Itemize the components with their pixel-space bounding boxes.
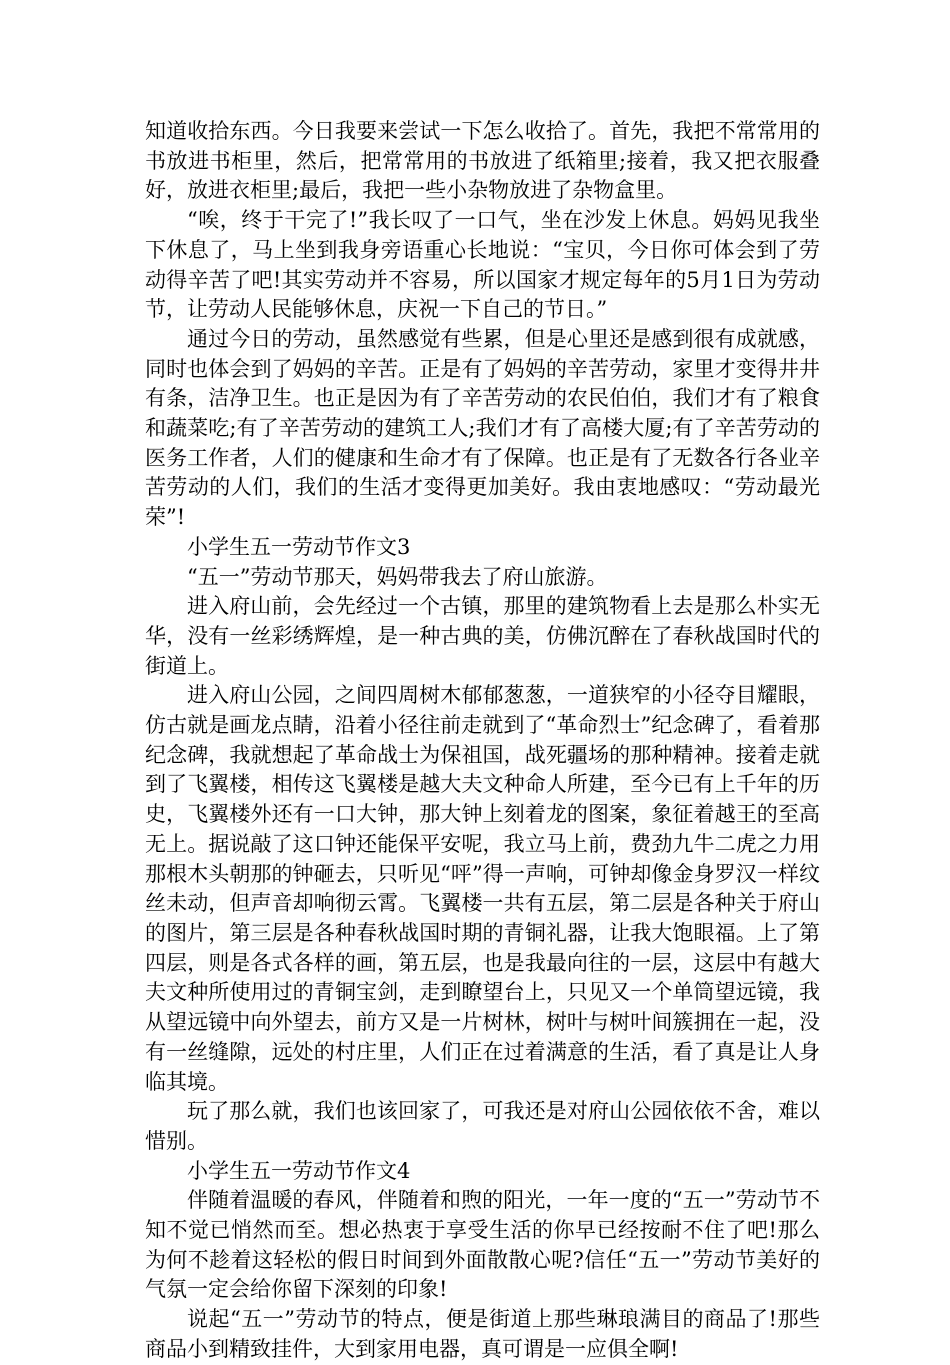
document-body — [145, 117, 820, 1365]
paragraph-spring-holiday: 伴随着温暖的春风，伴随着和煦的阳光，一年一度的“五一”劳动节不知不觉已悄然而至。想必热衷于享受生活的你早已经按耐不住了吧!那么为何不趁着这轻松的假日时间到外面散散心呢?信任“五一”劳动节美好的气氛一定会给你留下深刻的印象! — [145, 1188, 820, 1302]
essay-heading-3: 小学生五一劳动节作文3 — [187, 534, 411, 559]
paragraph-intro-trip: “五一”劳动节那天，妈妈带我去了府山旅游。 — [187, 564, 608, 589]
paragraph-farewell: 玩了那么就，我们也该回家了，可我还是对府山公园依依不舍，难以惜别。 — [145, 1099, 820, 1153]
paragraph-shopping: 说起“五一”劳动节的特点，便是街道上那些琳琅满目的商品了!那些商品小到精致挂件，大到家用电器，真可谓是一应俱全啊! — [145, 1307, 820, 1361]
paragraph-old-town: 进入府山前，会先经过一个古镇，那里的建筑物看上去是那么朴实无华，没有一丝彩绣辉煌，是一种古典的美，仿佛沉醉在了春秋战国时代的街道上。 — [145, 594, 820, 678]
paragraph-continuation: 知道收拾东西。今日我要来尝试一下怎么收拾了。首先，我把不常常用的书放进书柜里，然后，把常常用的书放进了纸箱里;接着，我又把衣服叠好，放进衣柜里;最后，我把一些小杂物放进了杂物盒里。 — [145, 119, 820, 203]
paragraph-reflection: 通过今日的劳动，虽然感觉有些累，但是心里还是感到很有成就感，同时也体会到了妈妈的辛苦。正是有了妈妈的辛苦劳动，家里才变得井井有条，洁净卫生。也正是因为有了辛苦劳动的农民伯伯，我们才有了粮食和蔬菜吃;有了辛苦劳动的建筑工人;我们才有了高楼大厦;有了辛苦劳动的医务工作者，人们的健康和生命才有了保障。也正是有了无数各行各业辛苦劳动的人们，我们的生活才变得更加美好。我由衷地感叹：“劳动最光荣”! — [145, 326, 820, 530]
paragraph-park-visit: 进入府山公园，之间四周树木郁郁葱葱，一道狭窄的小径夺目耀眼，仿古就是画龙点睛，沿着小径往前走就到了“革命烈士”纪念碑了，看着那纪念碑，我就想起了革命战士为保祖国，战死疆场的那种精神。接着走就到了飞翼楼，相传这飞翼楼是越大夫文种命人所建，至今已有上千年的历史，飞翼楼外还有一口大钟，那大钟上刻着龙的图案，象征着越王的至高无上。据说敲了这口钟还能保平安呢，我立马上前，费劲九牛二虎之力用那根木头朝那的钟砸去，只听见“呯”得一声响，可钟却像金身罗汉一样纹丝未动，但声音却响彻云霄。飞翼楼一共有五层，第二层是各种关于府山的图片，第三层是各种春秋战国时期的青铜礼器，让我大饱眼福。上了第四层，则是各式各样的画，第五层，也是我最向往的一层，这层中有越大夫文种所使用过的青铜宝剑，走到瞭望台上，只见又一个单筒望远镜，我从望远镜中向外望去，前方又是一片树林，树叶与树叶间簇拥在一起，没有一丝缝隙，远处的村庄里，人们正在过着满意的生活，看了真是让人身临其境。 — [145, 683, 820, 1094]
paragraph-dialogue: “唉，终于干完了!”我长叹了一口气，坐在沙发上休息。妈妈见我坐下休息了，马上坐到我身旁语重心长地说：“宝贝，今日你可体会到了劳动得辛苦了吧!其实劳动并不容易，所以国家才规定每年的5月1日为劳动节，让劳动人民能够休息，庆祝一下自己的节日。” — [145, 208, 820, 322]
essay-heading-4: 小学生五一劳动节作文4 — [187, 1158, 411, 1183]
